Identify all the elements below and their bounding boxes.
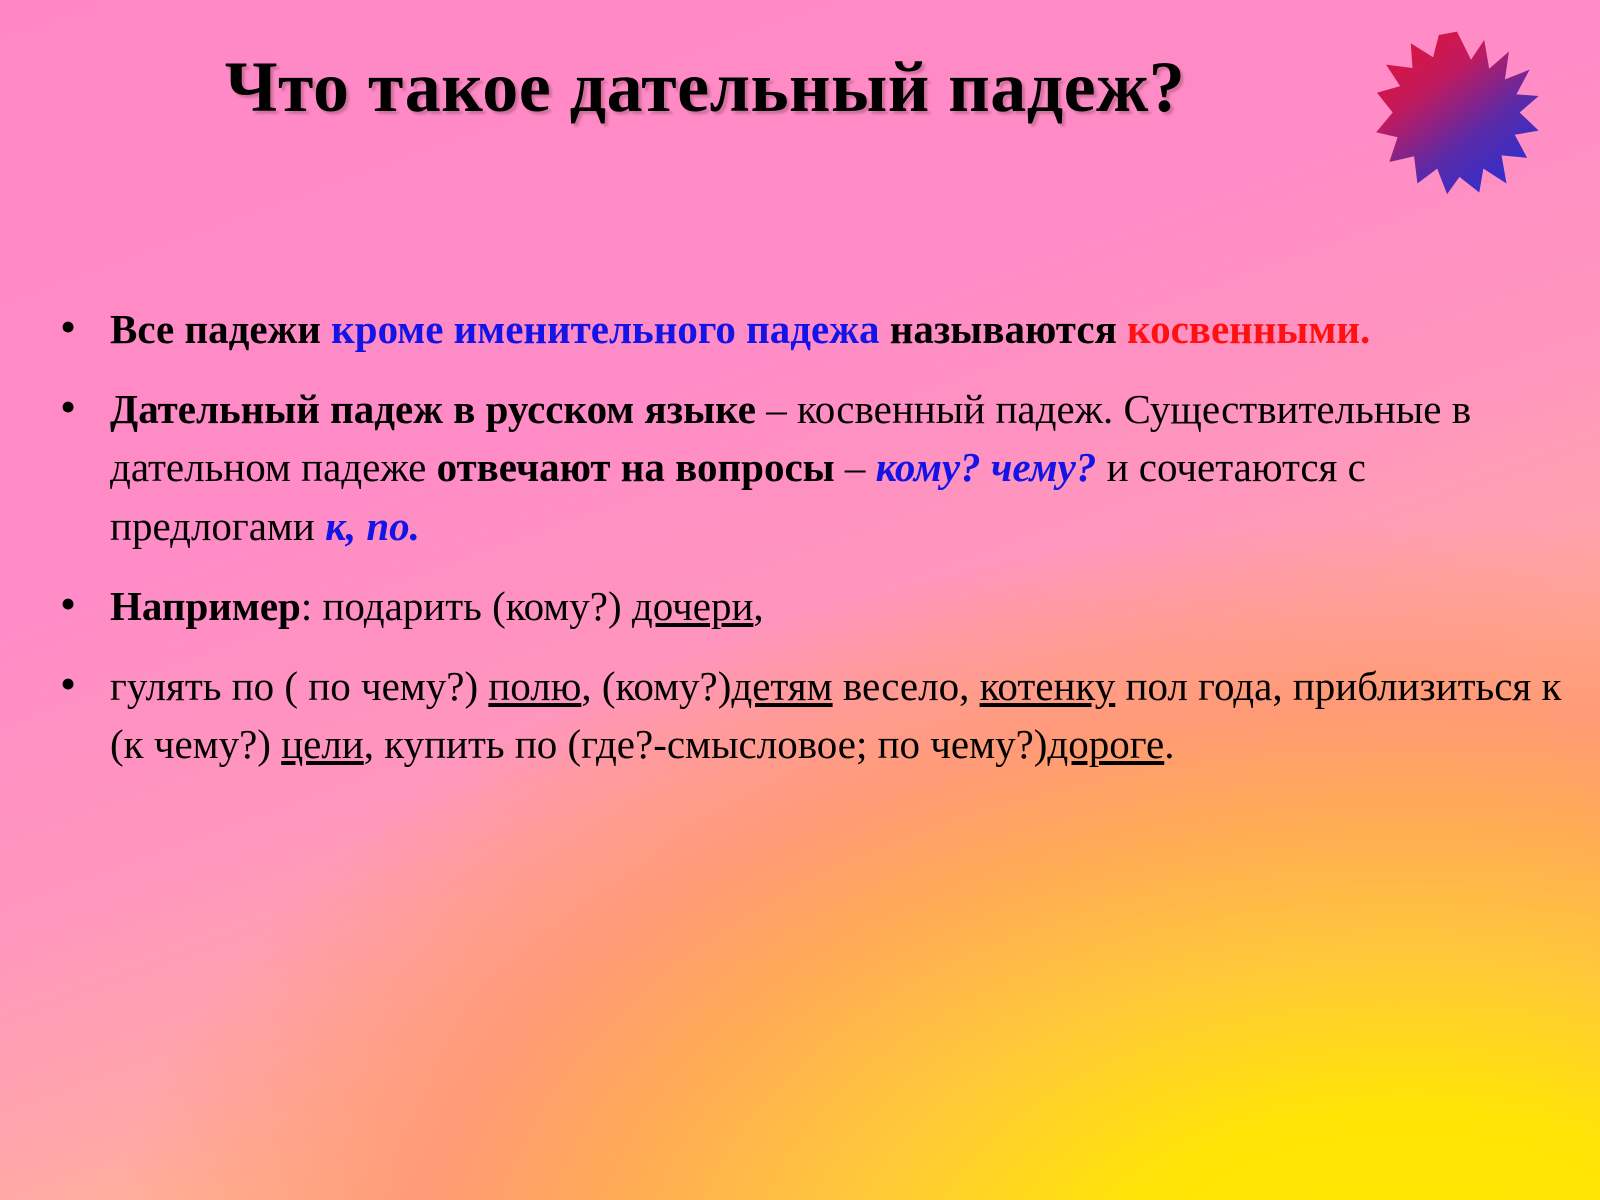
bullet-indirect-cases [38,300,1568,358]
run-text-bold: Дательный падеж в русском языке [110,386,756,433]
run-text-highlight-red: косвенными. [1127,306,1371,352]
run-text-underlined: дочери [631,582,754,629]
page-title: Что такое дательный падеж? [224,47,1186,127]
run-text-underlined: дороге [1047,721,1165,768]
run-text-highlight-blue: кроме именительного падежа [331,306,880,352]
bullet-definition [38,380,1568,555]
run-text-underlined: цели [281,721,364,768]
run-text: пол года, приблизиться к (к чему?) [110,663,1562,768]
run-text-bold: отвечают на вопросы [436,444,835,491]
bullet-example-2 [38,657,1568,773]
run-text: . [1164,721,1175,768]
run-text: Все падежи [110,306,332,352]
bullet-list [38,300,1568,774]
run-text-underlined: детям [731,663,833,710]
run-text: , [753,582,764,629]
run-text: , купить по (где?-смысловое; по чему?) [363,721,1048,768]
star-burst-icon [1372,30,1542,195]
run-text-underlined: полю [488,663,582,710]
run-text-questions: кому? чему? [875,444,1097,491]
run-text: весело, [832,663,980,710]
run-text: : подарить (кому?) [300,582,632,629]
run-text: – [834,444,876,491]
run-text-underlined: котенку [979,663,1116,710]
run-text: – косвенный падеж. Существительные в дательном падеже [110,386,1472,491]
run-text: гулять по ( по чему?) [110,663,489,710]
run-text-bold: Например [110,582,301,629]
run-text: и сочетаются с предлогами [110,444,1366,549]
slide-content [38,300,1568,796]
run-text-prepositions: к, по. [325,502,420,549]
bullet-example-1 [38,577,1568,635]
run-text: называются [879,306,1128,352]
run-text: , (кому?) [581,663,732,710]
